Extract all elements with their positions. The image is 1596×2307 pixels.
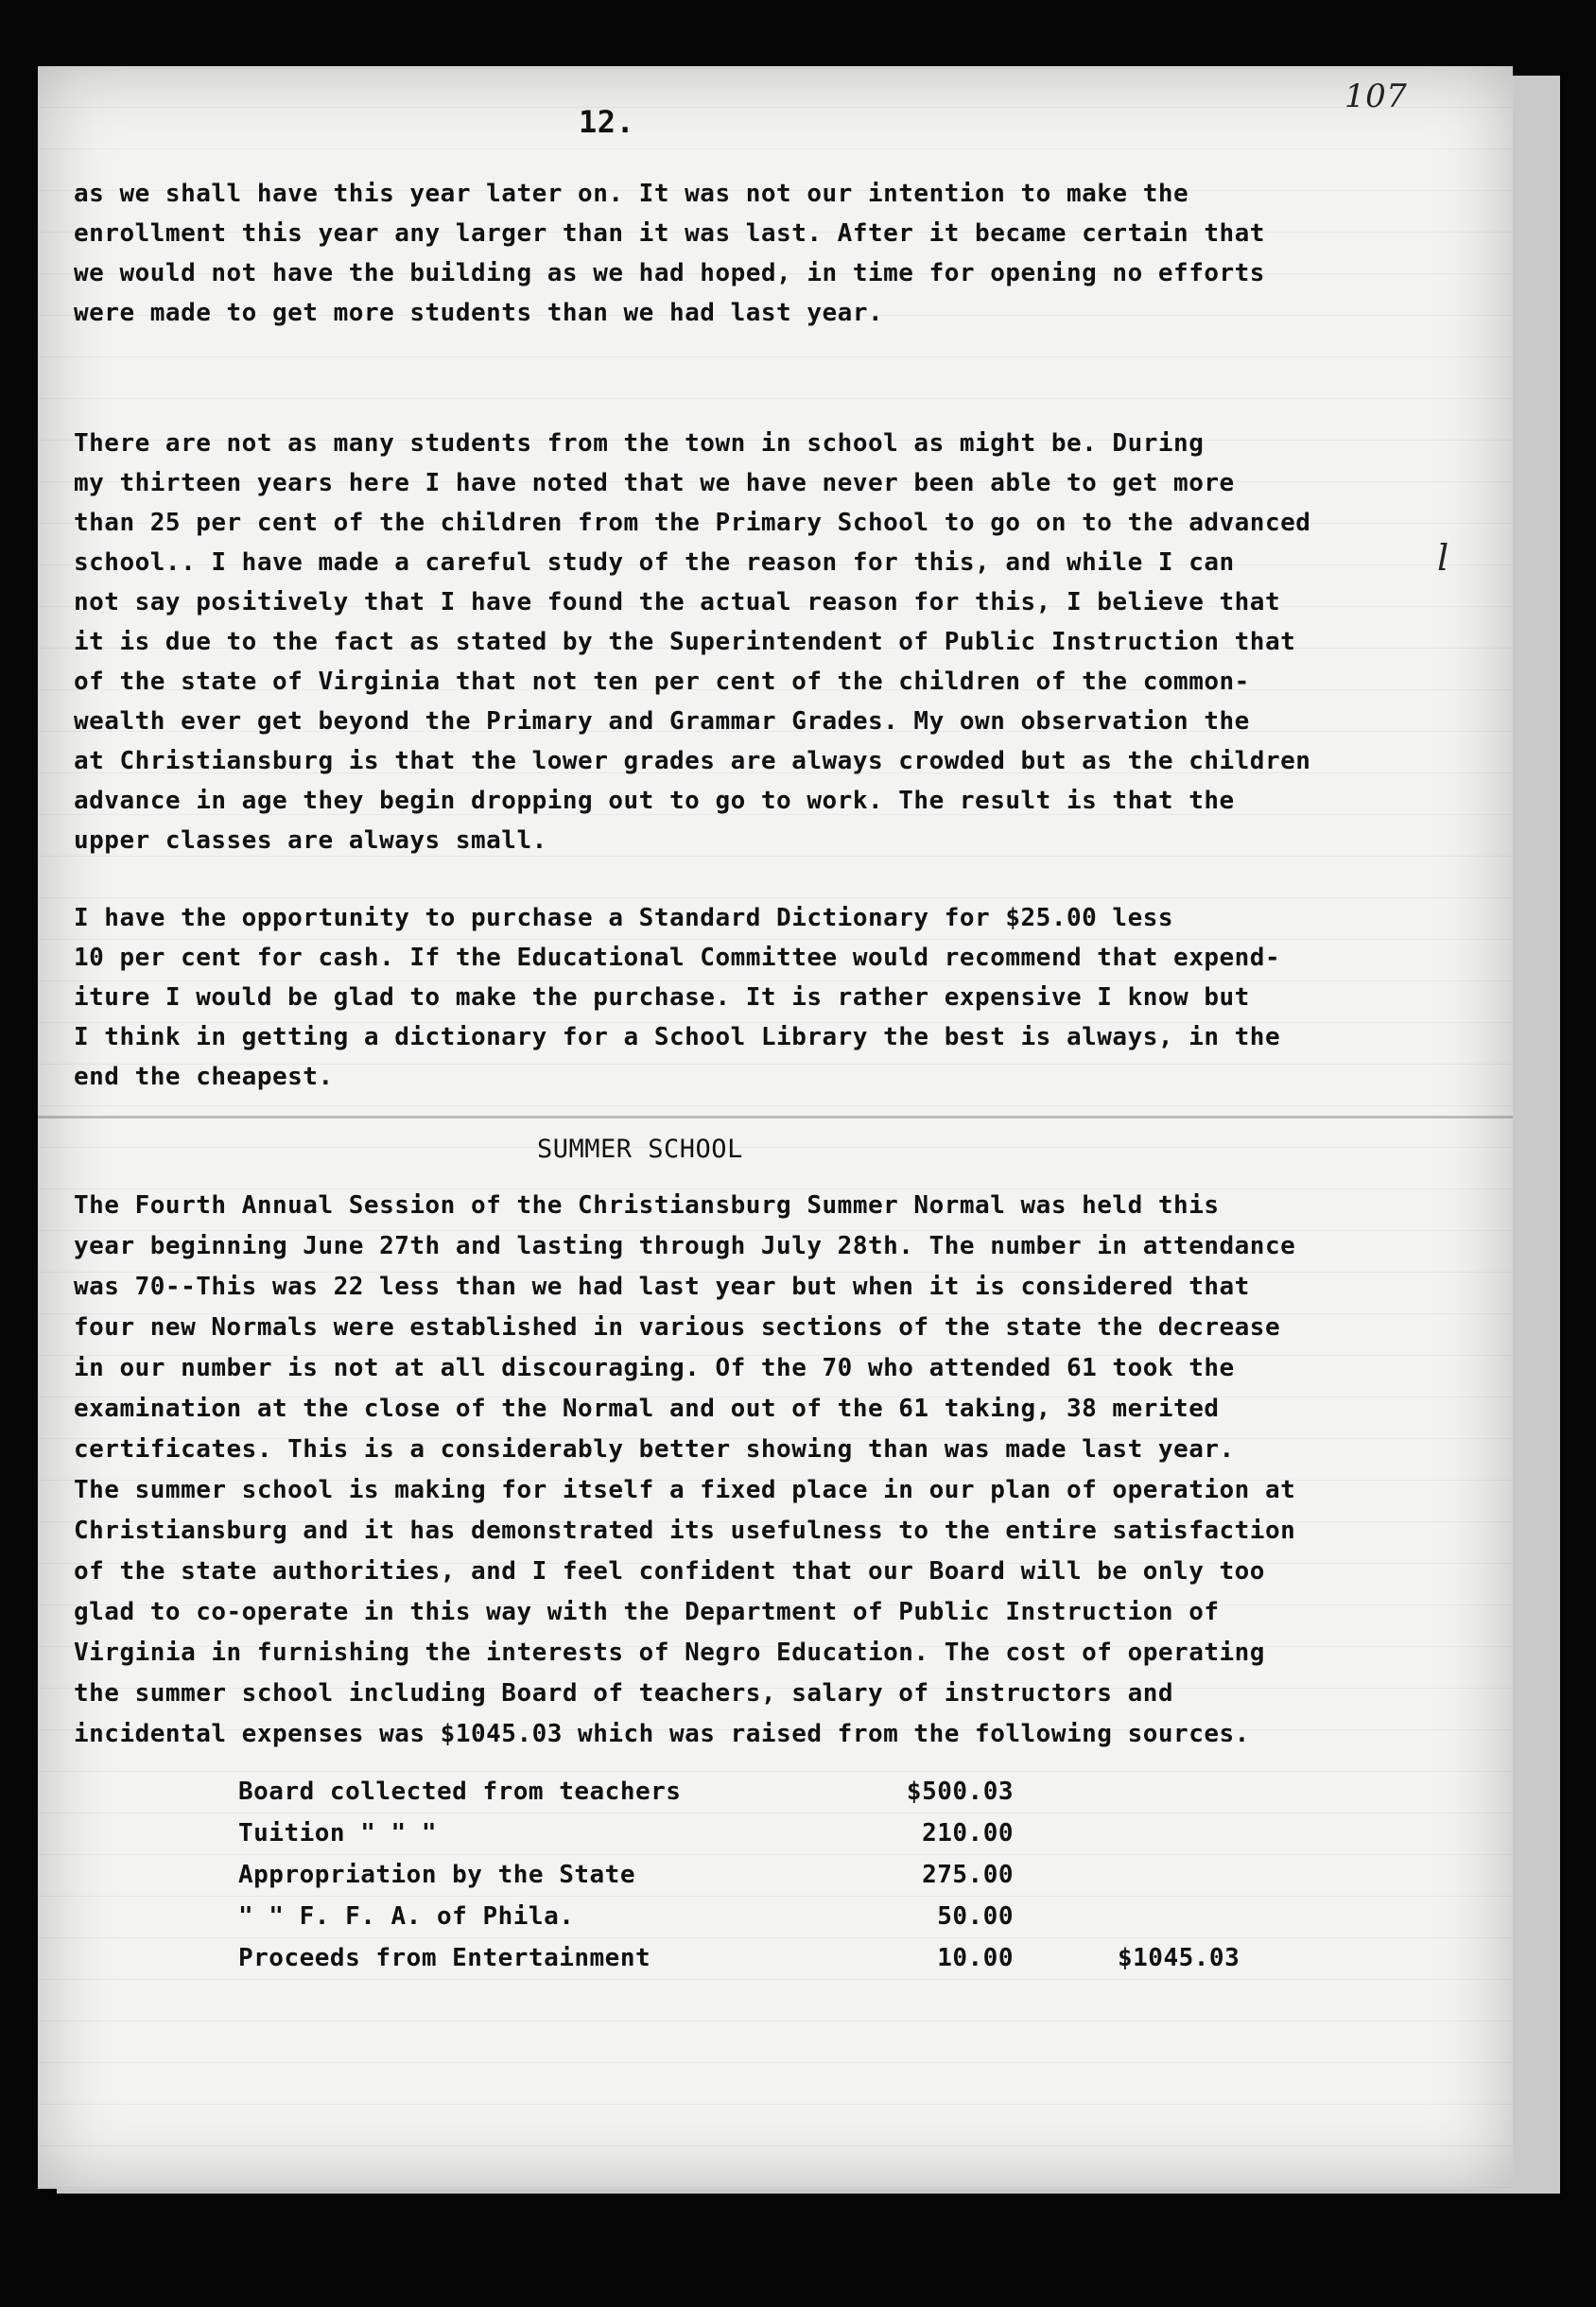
text-line: The Fourth Annual Session of the Christiansburg Summer Normal was held this <box>74 1191 1220 1220</box>
source-amount: $500.03 <box>906 1778 1014 1806</box>
paragraph-town-students <box>74 424 1310 860</box>
text-line: upper classes are always small. <box>74 826 547 855</box>
text-line: of the state authorities, and I feel confident that our Board will be only too <box>74 1557 1265 1586</box>
handwritten-margin-mark: l <box>1437 537 1449 579</box>
text-line: than 25 per cent of the children from the Primary School to go on to the advanced <box>74 509 1311 537</box>
text-line: Virginia in furnishing the interests of Negro Education. The cost of operating <box>74 1639 1265 1667</box>
source-amount: 210.00 <box>922 1819 1014 1847</box>
text-line: There are not as many students from the town in school as might be. During <box>74 429 1205 458</box>
text-line: 10 per cent for cash. If the Educational Committee would recommend that expend- <box>74 944 1281 972</box>
source-amount: 50.00 <box>937 1902 1014 1931</box>
text-line: was 70--This was 22 less than we had last year but when it is considered that <box>74 1273 1250 1301</box>
page-fold-line <box>38 1116 1513 1119</box>
text-line: as we shall have this year later on. It was not our intention to make the <box>74 180 1189 208</box>
text-line: enrollment this year any larger than it was last. After it became certain that <box>74 219 1265 248</box>
text-line: advance in age they begin dropping out to go to work. The result is that the <box>74 787 1235 815</box>
paragraph-summer-school <box>74 1186 1295 1755</box>
source-label: Proceeds from Entertainment <box>238 1944 651 1972</box>
text-line: at Christiansburg is that the lower grades are always crowded but as the children <box>74 747 1311 775</box>
source-amount: 10.00 <box>937 1944 1014 1972</box>
text-line: Christiansburg and it has demonstrated its usefulness to the entire satisfaction <box>74 1517 1296 1545</box>
text-line: iture I would be glad to make the purchase. It is rather expensive I know but <box>74 983 1250 1012</box>
text-line: not say positively that I have found the actual reason for this, I believe that <box>74 588 1281 616</box>
handwritten-page-number: 107 <box>1344 78 1408 115</box>
text-line: examination at the close of the Normal and out of the 61 taking, 38 merited <box>74 1395 1220 1423</box>
text-line: end the cheapest. <box>74 1063 334 1091</box>
text-line: wealth ever get beyond the Primary and Grammar Grades. My own observation the <box>74 707 1250 736</box>
text-line: The summer school is making for itself a fixed place in our plan of operation at <box>74 1476 1296 1504</box>
text-line: I have the opportunity to purchase a Standard Dictionary for $25.00 less <box>74 904 1174 932</box>
source-label: Tuition " " " <box>238 1819 437 1847</box>
page-number: 12. <box>579 104 635 140</box>
text-line: four new Normals were established in various sections of the state the decrease <box>74 1313 1281 1342</box>
text-line: incidental expenses was $1045.03 which was raised from the following sources. <box>74 1720 1250 1748</box>
text-line: were made to get more students than we had last year. <box>74 299 884 327</box>
paragraph-dictionary <box>74 898 1280 1097</box>
source-total: $1045.03 <box>1118 1944 1240 1972</box>
text-line: it is due to the fact as stated by the Superintendent of Public Instruction that <box>74 628 1296 656</box>
text-line: we would not have the building as we had hoped, in time for opening no efforts <box>74 259 1265 287</box>
text-line: I think in getting a dictionary for a School Library the best is always, in the <box>74 1023 1281 1051</box>
source-label: Board collected from teachers <box>238 1778 682 1806</box>
text-line: certificates. This is a considerably better showing than was made last year. <box>74 1435 1235 1464</box>
text-line: glad to co-operate in this way with the Department of Public Instruction of <box>74 1598 1220 1626</box>
text-line: school.. I have made a careful study of the reason for this, and while I can <box>74 548 1235 577</box>
text-line: my thirteen years here I have noted that we have never been able to get more <box>74 469 1235 497</box>
text-line: in our number is not at all discouraging. Of the 70 who attended 61 took the <box>74 1354 1235 1382</box>
source-label: " " F. F. A. of Phila. <box>238 1902 575 1931</box>
section-heading: SUMMER SCHOOL <box>537 1135 743 1164</box>
text-line: of the state of Virginia that not ten per cent of the children of the common- <box>74 668 1250 696</box>
paragraph-enrollment <box>74 174 1265 333</box>
text-line: year beginning June 27th and lasting through July 28th. The number in attendance <box>74 1232 1296 1260</box>
source-label: Appropriation by the State <box>238 1861 635 1889</box>
text-line: the summer school including Board of teachers, salary of instructors and <box>74 1679 1174 1708</box>
source-amount: 275.00 <box>922 1861 1014 1889</box>
